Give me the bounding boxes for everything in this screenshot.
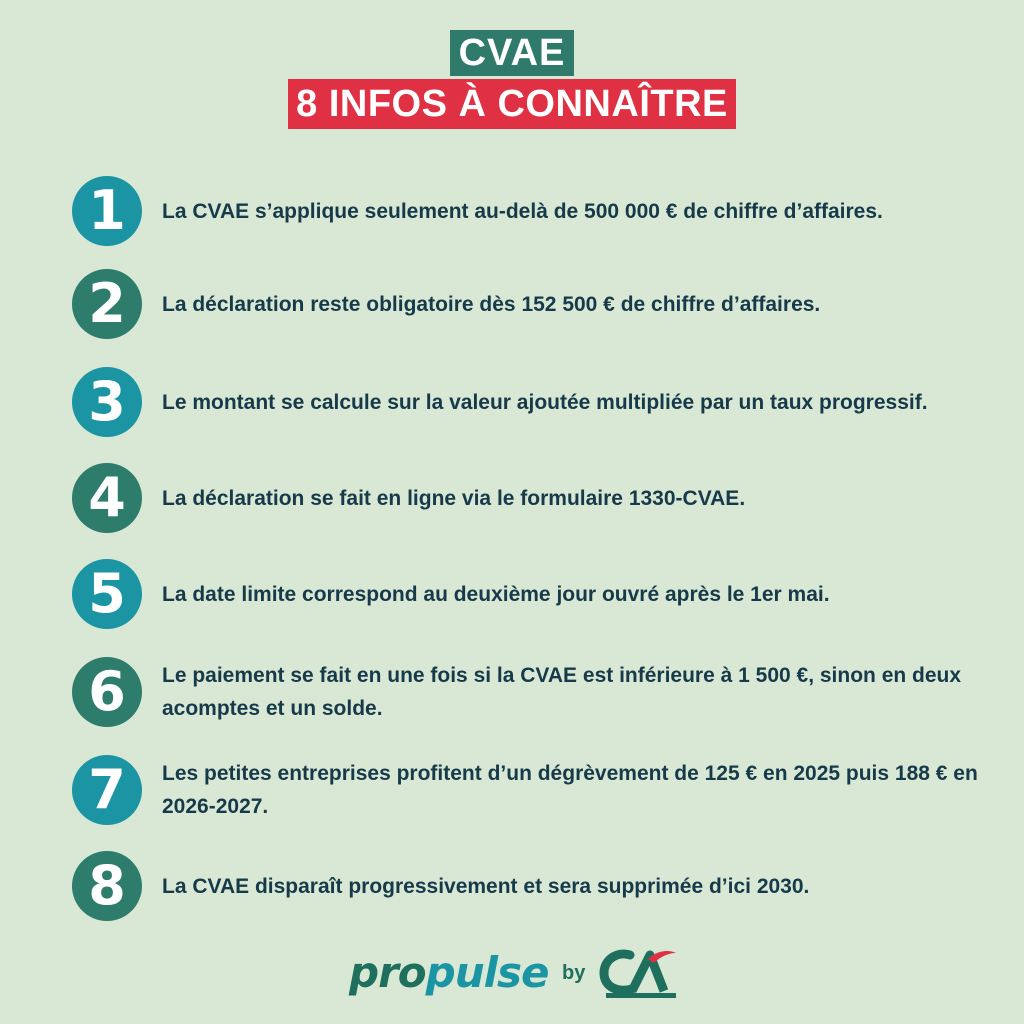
list-item: [72, 851, 1002, 921]
list-item-text: Le paiement se fait en une fois si la CVAE est inférieure à 1 500 €, sinon en deux acomptes et un solde.: [162, 664, 962, 720]
propulse-logo: [349, 945, 549, 1001]
list-item: [72, 755, 1002, 825]
list-item-text: La CVAE disparaît progressivement et sera supprimée d’ici 2030.: [162, 874, 810, 898]
number-badge: 6: [72, 657, 142, 727]
list-item-text: La déclaration reste obligatoire dès 152 500 € de chiffre d’affaires.: [162, 292, 821, 316]
number-badge: 2: [72, 269, 142, 339]
number-badge: 5: [72, 559, 142, 629]
header: [0, 30, 1024, 129]
page-title: CVAE: [450, 30, 575, 76]
footer: [0, 945, 1024, 1005]
credit-agricole-logo: [598, 947, 682, 999]
list-item: [72, 367, 1002, 437]
list-item: [72, 657, 1002, 727]
page-subtitle: 8 INFOS À CONNAÎTRE: [288, 79, 736, 129]
list-item-text: Les petites entreprises profitent d’un dégrèvement de 125 € en 2025 puis 188 € en 2026-2027.: [162, 762, 978, 818]
list-item-text: La CVAE s’applique seulement au-delà de 500 000 € de chiffre d’affaires.: [162, 199, 883, 223]
number-badge: 7: [72, 755, 142, 825]
list-item: [72, 269, 1002, 339]
by-label: by: [562, 962, 586, 984]
number-badge: 3: [72, 367, 142, 437]
number-badge: 4: [72, 463, 142, 533]
brand-pulse: pulse: [425, 948, 549, 997]
list-item: [72, 176, 1002, 246]
number-badge: 1: [72, 176, 142, 246]
number-badge: 8: [72, 851, 142, 921]
list-item: [72, 559, 1002, 629]
list-item: [72, 463, 1002, 533]
list-item-text: La déclaration se fait en ligne via le formulaire 1330-CVAE.: [162, 486, 746, 510]
brand-pro: pro: [349, 948, 426, 997]
list-item-text: La date limite correspond au deuxième jour ouvré après le 1er mai.: [162, 582, 830, 606]
list-item-text: Le montant se calcule sur la valeur ajoutée multipliée par un taux progressif.: [162, 390, 928, 414]
